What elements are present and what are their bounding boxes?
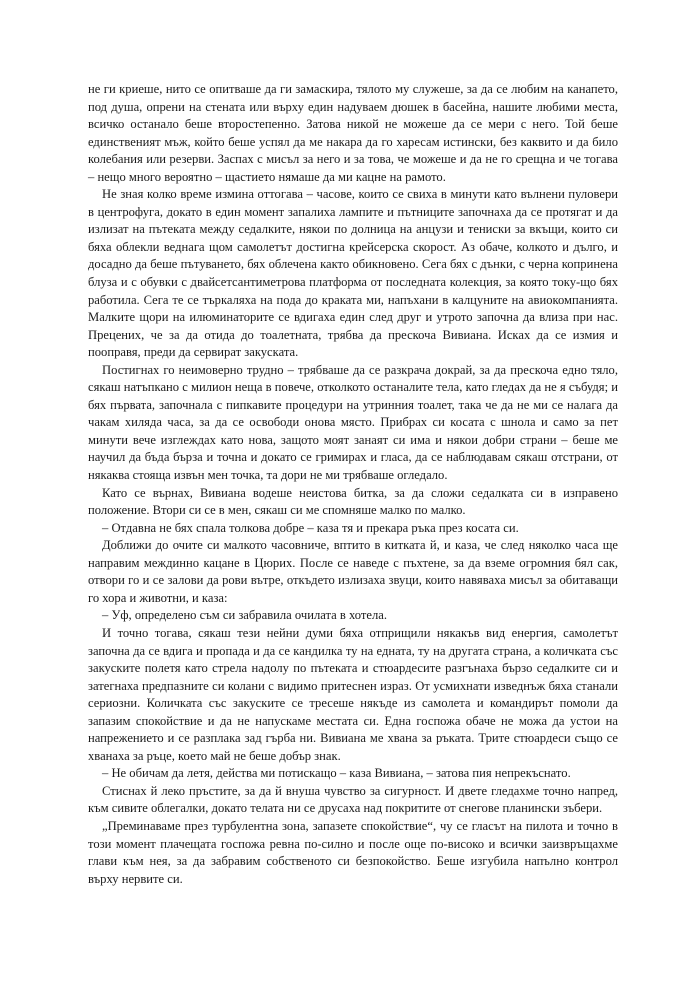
paragraph-7: – Уф, определено съм си забравила очилата в хотела. [102,608,388,623]
paragraph-6: Доближи до очите си малкото часовниче, вптито в китката й, и каза, че след няколко часа ще направим междинно кацане в Цюрих. После се наведе с пъхтене, за да вземе огромния бял сак, отвори го и се залови да рови вътре, откъдето излизаха звуци, които навяваха мисъл за обитаващи го хора и животни, и каза: [88,538,618,605]
paragraph-8: И точно тогава, сякаш тези нейни думи бяха отприщили някакъв вид енергия, самолетът започна да се вдига и пропада и да се кандилка ту на едната, ту на другата страна, а количката със закуските полетя като стрела надолу по пътеката и стюардесите разгънаха бързо седалките си и затегнаха предпазните си колани с видимо притеснен израз. От усмихнати изведнъж бяха станали сериозни. Количката със закуските се тресеше някъде из самолета и командирът помоли да запазим спокойствие и да не напускаме местата си. Една госпожа обаче не можа да устои на напрежението и се разплака зад гърба ни. Вивиана ме хвана за ръката. Трите стюардеси също се хванаха за ръце, което май не беше добър знак. [88,625,618,763]
document-page [88,81,618,888]
paragraph-4: Като се върнах, Вивиана водеше неистова битка, за да сложи седалката си в изправено положение. Втори си се в мен, сякаш си ме спомняше малко по малко. [88,485,618,518]
paragraph-1: не ги криеше, нито се опитваше да ги замаскира, тялото му служеше, за да се любим на канапето, под душа, опрени на стената или върху един надуваем дюшек в басейна, нашите любими места, всичко останало беше второстепенно. Затова никой не можеше да се мери с него. Той беше единственият мъж, който беше успял да ме накара да го харесам истински, без каквито и да било колебания или резерви. Заспах с мисъл за него и за това, че можеше и да не го срещна и че тогава – нещо много вероятно – щастието нямаше да ми кацне на рамото. [88,82,618,184]
paragraph-11: „Преминаваме през турбулентна зона, запазете спокойствие“, чу се гласът на пилота и точно в този момент плачещата госпожа ревна по-силно и после още по-високо и всички заизвръщахме глави към нея, за да забравим собственото си безпокойство. Беше изгубила напълно контрол върху нервите си. [88,818,618,886]
paragraph-2: Не зная колко време измина оттогава – часове, които се свиха в минути като вълнени пуловери в центрофуга, докато в един момент запалиха лампите и пътниците започнаха да се протягат и да излизат на пътеката между седалките, някои по долница на анцузи и тениски за вкъщи, които си бяха облекли веднага щом самолетът достигна крейсерска скорост. Аз обаче, колкото и дълго, и досадно да беше пътуването, бях облечена както обикновено. Сега бях с дънки, с черна копринена блуза и с обувки с двайсетсантиметрова платформа от последната колекция, за която току-що бях работила. Сега те се търкаляха на пода до краката ми, напъхани в калцуните на авиокомпанията. Малките щори на илюминаторите се вдигаха един след друг и утрото започна да влиза при нас. Прецених, че за да отида до тоалетната, трябва да прескоча Вивиана. Исках да се измия и пооправя, преди да сервират закуската. [88,187,618,360]
paragraph-3: Постигнах го неимоверно трудно – трябваше да се разкрача докрай, за да прескоча едно тяло, сякаш натъпкано с милион неща в повече, отколкото останалите тела, като гледах да не я събудя; и бях първата, започнала с пипкавите процедури на утринния тоалет, така че да не ми се налага да чакам хиляда часа, за да се освободи онова място. Прибрах си косата с шнола и само за пет минути вече изглеждах като нова, защото моят занаят си има и някои добри страни – беше ме научил да бъда бърза и точна и докато се гримирах и гласа, да се наблюдавам сякаш отстрани, от някаква стояща извън мен точка, та дори не ми трябваше огледало. [88,362,618,483]
paragraph-5: – Отдавна не бях спала толкова добре – каза тя и прекара ръка през косата си. [102,520,519,535]
paragraph-10: Стиснах й леко пръстите, за да й внуша чувство за сигурност. И двете гледахме точно напред, към сивите облегалки, докато телата ни се друсаха над покритите от снегове планински зъбери. [88,783,618,816]
paragraph-9: – Не обичам да летя, действа ми потискащо – каза Вивиана, – затова пия непрекъснато. [102,766,571,781]
